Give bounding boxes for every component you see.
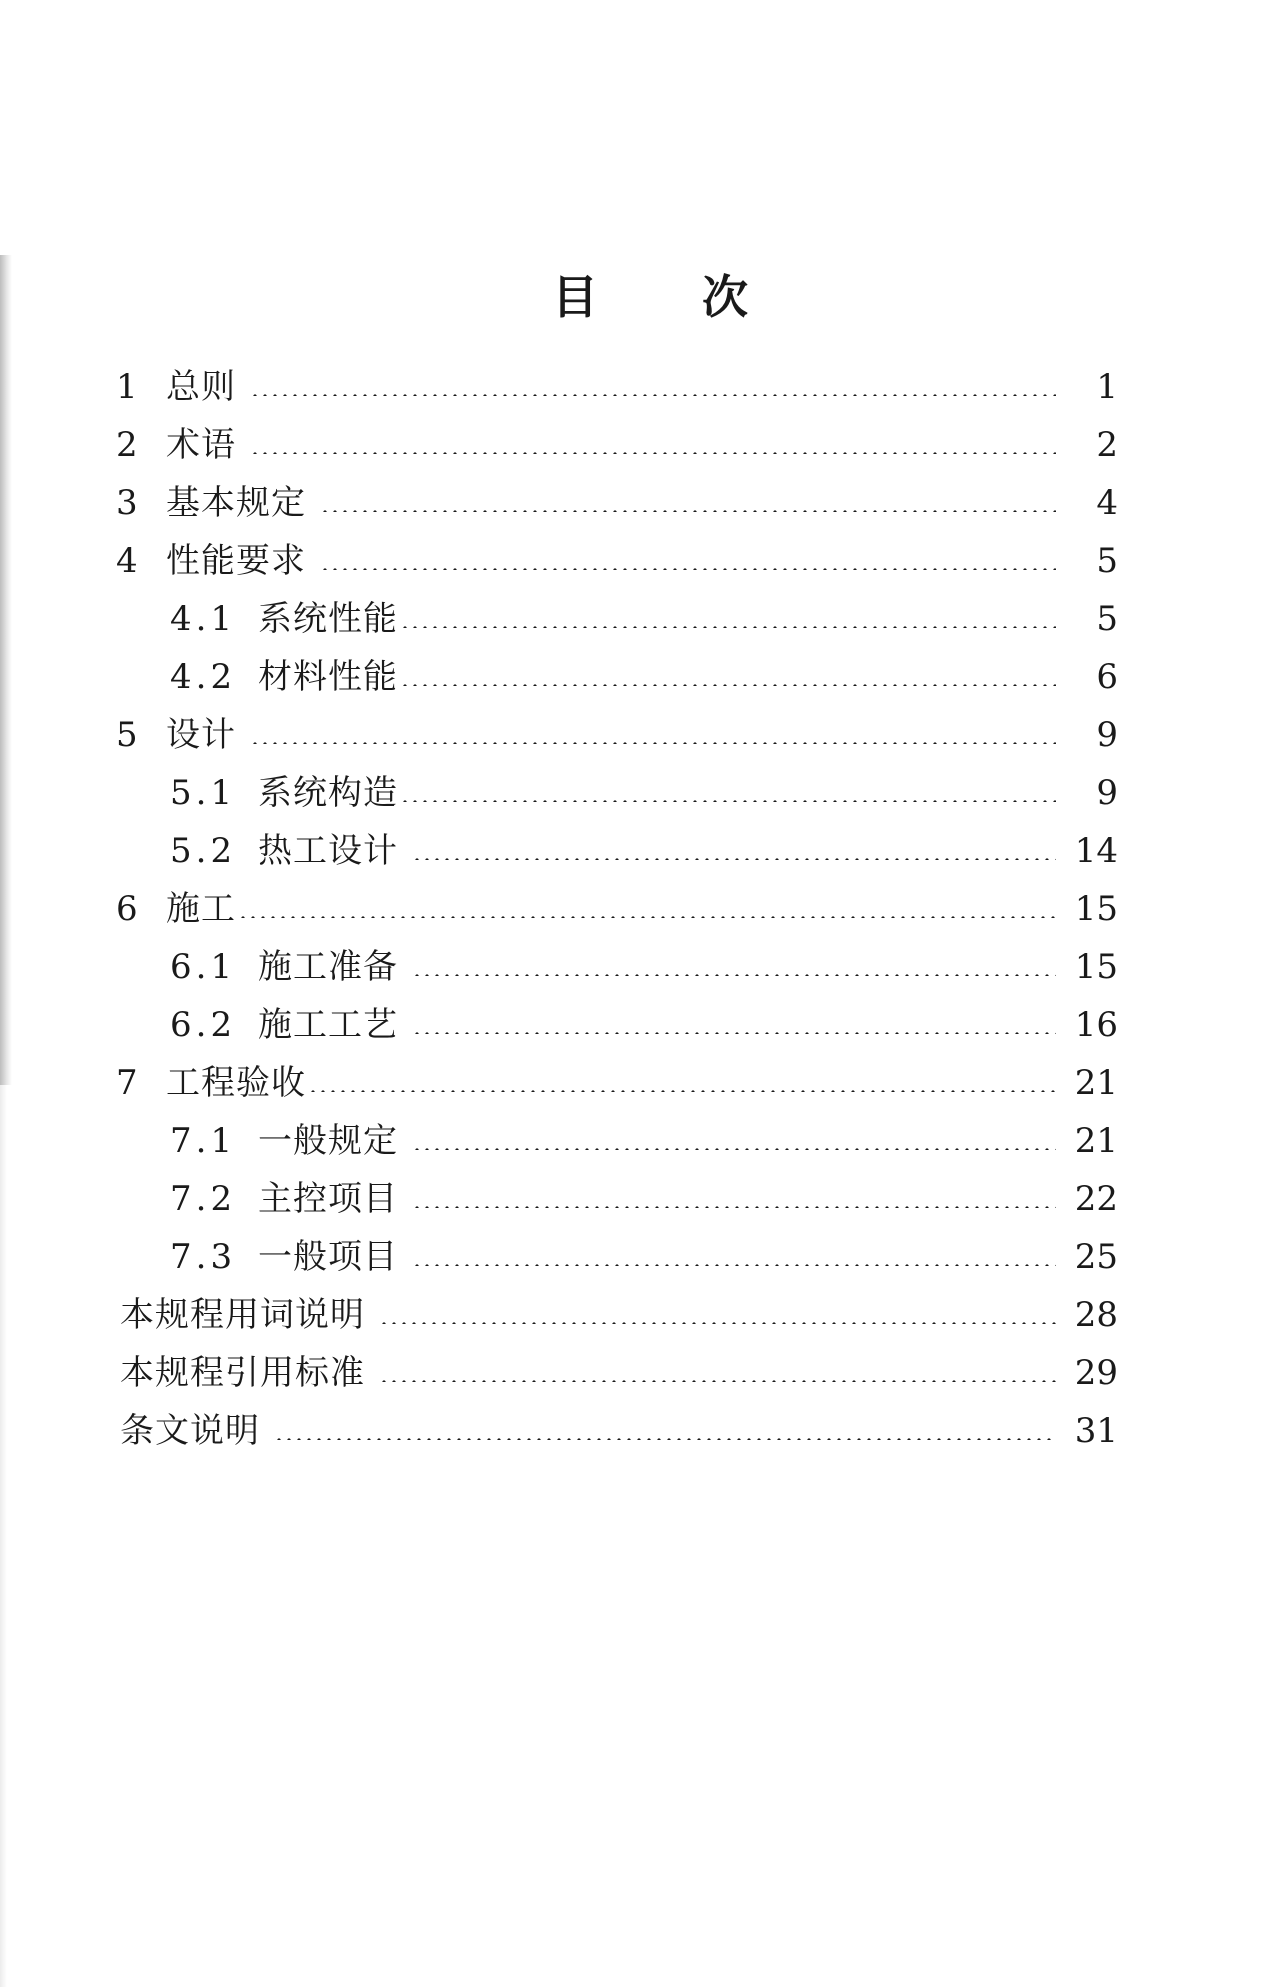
toc-entry[interactable] <box>0 880 1268 938</box>
toc-entry-label: 系统性能 <box>258 599 398 639</box>
toc-entry[interactable] <box>0 996 1268 1054</box>
toc-entry[interactable] <box>0 706 1268 764</box>
toc-entry-label: 设计 <box>166 715 236 755</box>
toc-entry-number: 6.2 <box>170 1005 237 1045</box>
toc-leader-dots <box>412 1206 1056 1208</box>
toc-entry-label: 本规程用词说明 <box>120 1295 365 1335</box>
toc-entry-number: 4.1 <box>170 599 237 639</box>
toc-entry-number: 2 <box>116 425 138 465</box>
toc-entry-number: 7.1 <box>170 1121 237 1161</box>
toc-entry-page-number: 5 <box>1096 599 1118 639</box>
toc-entry-page-number: 2 <box>1096 425 1118 465</box>
toc-entry[interactable] <box>0 648 1268 706</box>
page-title: 目 次 <box>551 269 792 324</box>
toc-entry-label: 一般规定 <box>258 1121 398 1161</box>
toc-entry-label: 主控项目 <box>258 1179 398 1219</box>
toc-entry-page-number: 15 <box>1074 889 1118 929</box>
toc-leader-dots <box>412 1264 1056 1266</box>
toc-entry-label: 施工准备 <box>258 947 398 987</box>
toc-entry-label: 热工设计 <box>258 831 398 871</box>
toc-entry-number: 4.2 <box>170 657 237 697</box>
toc-entry-number: 4 <box>116 541 138 581</box>
toc-entry-number: 6.1 <box>170 947 237 987</box>
toc-entry-number: 1 <box>116 367 138 407</box>
toc-leader-dots <box>308 1090 1056 1092</box>
toc-entry-page-number: 5 <box>1096 541 1118 581</box>
toc-entry-page-number: 28 <box>1074 1295 1118 1335</box>
toc-entry[interactable] <box>0 474 1268 532</box>
toc-entry[interactable] <box>0 1344 1268 1402</box>
toc-entry[interactable] <box>0 532 1268 590</box>
table-of-contents <box>0 358 1268 1460</box>
toc-leader-dots <box>412 1032 1056 1034</box>
toc-leader-dots <box>400 684 1056 686</box>
toc-entry-label: 性能要求 <box>166 541 306 581</box>
toc-entry-page-number: 21 <box>1074 1063 1118 1103</box>
toc-entry-page-number: 1 <box>1096 367 1118 407</box>
toc-leader-dots <box>250 452 1056 454</box>
toc-leader-dots <box>400 626 1056 628</box>
toc-entry-number: 6 <box>116 889 138 929</box>
toc-entry-label: 系统构造 <box>258 773 398 813</box>
toc-entry-label: 总则 <box>166 367 236 407</box>
toc-entry[interactable] <box>0 590 1268 648</box>
toc-entry-page-number: 29 <box>1074 1353 1118 1393</box>
toc-entry-label: 本规程引用标准 <box>120 1353 365 1393</box>
toc-leader-dots <box>320 568 1056 570</box>
toc-entry-number: 7.3 <box>170 1237 237 1277</box>
toc-entry-number: 3 <box>116 483 138 523</box>
toc-leader-dots <box>250 394 1056 396</box>
toc-entry[interactable] <box>0 1112 1268 1170</box>
toc-entry[interactable] <box>0 822 1268 880</box>
toc-leader-dots <box>412 858 1056 860</box>
toc-entry[interactable] <box>0 938 1268 996</box>
toc-entry-page-number: 16 <box>1074 1005 1118 1045</box>
toc-entry[interactable] <box>0 1286 1268 1344</box>
toc-leader-dots <box>274 1438 1056 1440</box>
toc-entry-label: 一般项目 <box>258 1237 398 1277</box>
toc-entry[interactable] <box>0 1054 1268 1112</box>
toc-entry-label: 施工 <box>166 889 236 929</box>
toc-leader-dots <box>379 1322 1056 1324</box>
toc-entry-page-number: 31 <box>1074 1411 1118 1451</box>
toc-entry-label: 基本规定 <box>166 483 306 523</box>
toc-entry-page-number: 9 <box>1096 715 1118 755</box>
toc-entry-label: 材料性能 <box>258 657 398 697</box>
toc-entry-number: 5 <box>116 715 138 755</box>
toc-entry-page-number: 15 <box>1074 947 1118 987</box>
toc-entry-page-number: 4 <box>1096 483 1118 523</box>
toc-entry-page-number: 25 <box>1074 1237 1118 1277</box>
toc-entry-number: 7 <box>116 1063 138 1103</box>
toc-leader-dots <box>412 1148 1056 1150</box>
toc-leader-dots <box>400 800 1056 802</box>
toc-entry-label: 施工工艺 <box>258 1005 398 1045</box>
toc-entry[interactable] <box>0 1170 1268 1228</box>
toc-entry-number: 5.1 <box>170 773 237 813</box>
toc-leader-dots <box>320 510 1056 512</box>
toc-leader-dots <box>238 916 1056 918</box>
toc-entry[interactable] <box>0 358 1268 416</box>
toc-leader-dots <box>379 1380 1056 1382</box>
toc-entry[interactable] <box>0 1228 1268 1286</box>
toc-entry-page-number: 14 <box>1074 831 1118 871</box>
toc-entry-label: 工程验收 <box>166 1063 306 1103</box>
toc-entry-label: 术语 <box>166 425 236 465</box>
toc-leader-dots <box>250 742 1056 744</box>
toc-entry-number: 5.2 <box>170 831 237 871</box>
toc-entry-page-number: 6 <box>1096 657 1118 697</box>
toc-entry[interactable] <box>0 1402 1268 1460</box>
toc-entry-page-number: 21 <box>1074 1121 1118 1161</box>
toc-entry[interactable] <box>0 764 1268 822</box>
toc-leader-dots <box>412 974 1056 976</box>
toc-entry-page-number: 22 <box>1074 1179 1118 1219</box>
toc-entry-label: 条文说明 <box>120 1411 260 1451</box>
toc-entry-page-number: 9 <box>1096 773 1118 813</box>
toc-entry[interactable] <box>0 416 1268 474</box>
toc-entry-number: 7.2 <box>170 1179 237 1219</box>
